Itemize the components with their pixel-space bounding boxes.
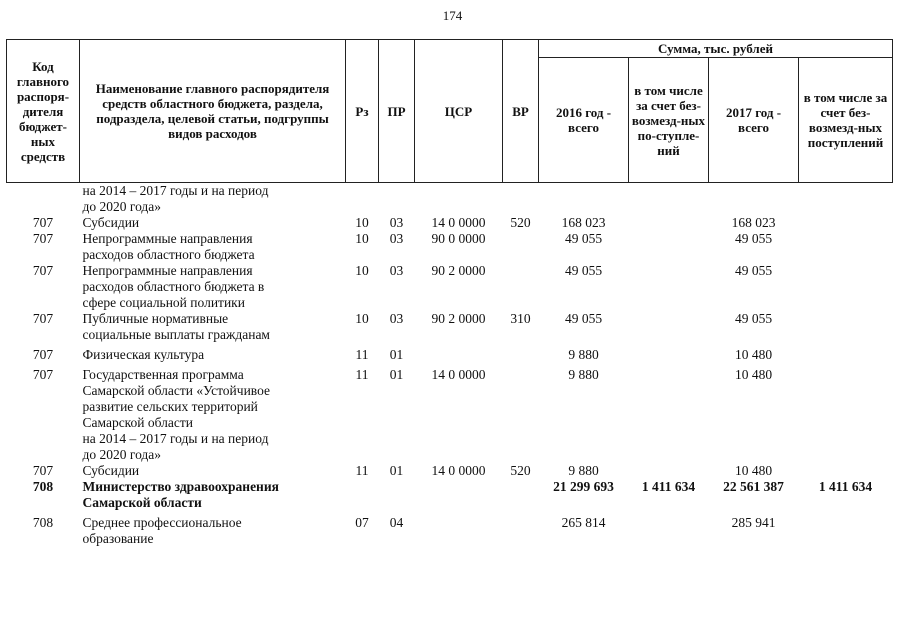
cell-vr xyxy=(503,363,539,463)
cell-code: 707 xyxy=(32,367,54,382)
name-line: Непрограммные направления xyxy=(82,231,253,246)
table-row xyxy=(7,363,893,463)
table-row xyxy=(7,511,893,547)
cell-2016-free xyxy=(629,215,709,231)
cell-name xyxy=(80,231,346,263)
name-line: расходов областного бюджета в xyxy=(82,279,265,294)
header-rz: Рз xyxy=(346,40,379,183)
cell-vr: 520 xyxy=(510,463,531,478)
cell-2017-free xyxy=(799,363,893,463)
cell-2017-total: 10 480 xyxy=(734,347,773,362)
cell-2016-total: 49 055 xyxy=(564,263,603,278)
cell-vr: 310 xyxy=(510,311,531,326)
cell-vr xyxy=(503,263,539,311)
cell-name xyxy=(80,183,346,216)
cell-2016-free xyxy=(629,363,709,463)
cell-code: 707 xyxy=(32,263,54,278)
table-row xyxy=(7,311,893,343)
header-2017-free: в том числе за счет без-возмезд-ных поступлений xyxy=(799,58,893,183)
cell-name xyxy=(80,311,346,343)
cell-2017-free xyxy=(799,511,893,547)
cell-rz: 10 xyxy=(355,263,369,278)
header-pr: ПР xyxy=(379,40,415,183)
cell-2016-total: 21 299 693 xyxy=(553,479,614,494)
table-row xyxy=(7,183,893,216)
cell-vr xyxy=(503,183,539,216)
cell-code: 708 xyxy=(32,479,54,494)
cell-rz: 11 xyxy=(355,463,369,478)
name-line: Среднее профессиональное xyxy=(82,515,242,530)
cell-code: 707 xyxy=(32,215,54,230)
cell-2016-free xyxy=(629,463,709,479)
table-row xyxy=(7,479,893,511)
header-name: Наименование главного распорядителя средств областного бюджета, раздела, подраздела, целевой статьи, подгруппы видов расходов xyxy=(80,40,346,183)
cell-pr: 03 xyxy=(389,231,404,246)
cell-name xyxy=(80,263,346,311)
table-row xyxy=(7,343,893,363)
cell-csr xyxy=(415,479,503,511)
table-row xyxy=(7,215,893,231)
name-line: сфере социальной политики xyxy=(82,295,245,310)
cell-2016-total: 49 055 xyxy=(564,311,603,326)
cell-2016-free xyxy=(629,343,709,363)
cell-rz xyxy=(346,183,379,216)
cell-csr: 90 2 0000 xyxy=(431,263,486,278)
table-header xyxy=(7,40,893,183)
cell-pr: 01 xyxy=(389,367,404,382)
cell-name xyxy=(80,479,346,511)
cell-csr: 90 2 0000 xyxy=(431,311,486,326)
budget-table xyxy=(6,39,893,547)
cell-pr: 03 xyxy=(389,215,404,230)
cell-rz xyxy=(346,479,379,511)
cell-vr: 520 xyxy=(510,215,531,230)
cell-vr xyxy=(503,343,539,363)
header-2017-total: 2017 год - всего xyxy=(709,58,799,183)
name-line: развитие сельских территорий xyxy=(82,399,258,414)
cell-pr: 03 xyxy=(389,263,404,278)
cell-2017-free xyxy=(799,231,893,263)
name-line: Государственная программа xyxy=(82,367,244,382)
cell-code: 707 xyxy=(32,311,54,326)
name-line: до 2020 года» xyxy=(82,199,162,214)
name-line: Непрограммные направления xyxy=(82,263,253,278)
cell-2017-total: 49 055 xyxy=(734,311,773,326)
cell-code: 707 xyxy=(32,463,54,478)
cell-rz: 10 xyxy=(355,231,369,246)
cell-2016-total: 265 814 xyxy=(561,515,606,530)
header-sum: Сумма, тыс. рублей xyxy=(539,40,893,58)
name-line: Министерство здравоохранения xyxy=(82,479,279,494)
cell-2016-total: 9 880 xyxy=(568,463,599,478)
cell-name xyxy=(80,463,346,479)
cell-pr: 01 xyxy=(389,463,404,478)
cell-2017-total: 49 055 xyxy=(734,263,773,278)
cell-2016-free xyxy=(629,263,709,311)
cell-2017-total: 49 055 xyxy=(734,231,773,246)
cell-csr xyxy=(415,343,503,363)
table-row xyxy=(7,263,893,311)
table-row xyxy=(7,231,893,263)
cell-2016-total: 168 023 xyxy=(561,215,606,230)
cell-csr xyxy=(415,183,503,216)
cell-name xyxy=(80,343,346,363)
cell-pr xyxy=(379,479,415,511)
name-line: Физическая культура xyxy=(82,347,205,362)
name-line: социальные выплаты гражданам xyxy=(82,327,270,342)
cell-2017-free: 1 411 634 xyxy=(818,479,873,494)
cell-rz: 11 xyxy=(355,347,369,362)
cell-rz: 10 xyxy=(355,311,369,326)
name-line: Самарской области xyxy=(82,495,202,510)
header-csr: ЦСР xyxy=(415,40,503,183)
cell-rz: 10 xyxy=(355,215,369,230)
cell-vr xyxy=(503,479,539,511)
cell-pr: 04 xyxy=(389,515,404,530)
cell-2017-free xyxy=(799,463,893,479)
cell-2016-free: 1 411 634 xyxy=(641,479,696,494)
cell-2017-total: 22 561 387 xyxy=(723,479,784,494)
cell-2016-total: 9 880 xyxy=(568,347,599,362)
cell-2017-free xyxy=(799,215,893,231)
cell-code: 708 xyxy=(32,515,54,530)
cell-csr: 14 0 0000 xyxy=(431,463,486,478)
cell-2017-free xyxy=(799,311,893,343)
cell-csr: 14 0 0000 xyxy=(431,367,486,382)
cell-2016-total: 49 055 xyxy=(564,231,603,246)
name-line: на 2014 – 2017 годы и на период xyxy=(82,431,269,446)
name-line: Субсидии xyxy=(82,463,140,478)
name-line: Самарской области xyxy=(82,415,194,430)
name-line: образование xyxy=(82,531,154,546)
header-2016-free: в том числе за счет без-возмезд-ных по-ступле-ний xyxy=(629,58,709,183)
name-line: Самарской области «Устойчивое xyxy=(82,383,270,398)
cell-rz: 07 xyxy=(355,515,369,530)
cell-vr xyxy=(503,511,539,547)
cell-2017-total: 285 941 xyxy=(731,515,776,530)
name-line: Публичные нормативные xyxy=(82,311,229,326)
name-line: Субсидии xyxy=(82,215,140,230)
header-vr: ВР xyxy=(503,40,539,183)
table-row xyxy=(7,463,893,479)
cell-2017-free xyxy=(799,263,893,311)
cell-code: 707 xyxy=(32,347,54,362)
page-number: 174 xyxy=(442,8,463,23)
header-code: Код главного распоря-дителя бюджет-ных средств xyxy=(7,40,80,183)
cell-2016-free xyxy=(629,311,709,343)
cell-name xyxy=(80,511,346,547)
cell-2017-total: 10 480 xyxy=(734,367,773,382)
cell-code: 707 xyxy=(32,231,54,246)
cell-name xyxy=(80,215,346,231)
cell-2017-total: 168 023 xyxy=(731,215,776,230)
cell-2016-total: 9 880 xyxy=(568,367,599,382)
cell-2017-free xyxy=(799,183,893,216)
cell-csr: 90 0 0000 xyxy=(431,231,486,246)
cell-name xyxy=(80,363,346,463)
cell-pr: 03 xyxy=(389,311,404,326)
name-line: на 2014 – 2017 годы и на период xyxy=(82,183,269,198)
cell-pr xyxy=(379,183,415,216)
cell-vr xyxy=(503,231,539,263)
cell-2017-total: 10 480 xyxy=(734,463,773,478)
cell-2016-free xyxy=(629,511,709,547)
cell-2016-total xyxy=(539,183,629,216)
cell-pr: 01 xyxy=(389,347,404,362)
cell-rz: 11 xyxy=(355,367,369,382)
cell-csr xyxy=(415,511,503,547)
header-2016-total: 2016 год - всего xyxy=(539,58,629,183)
cell-2016-free xyxy=(629,231,709,263)
cell-code xyxy=(7,183,80,216)
table-body xyxy=(7,183,893,548)
name-line: до 2020 года» xyxy=(82,447,162,462)
cell-2017-total xyxy=(709,183,799,216)
name-line: расходов областного бюджета xyxy=(82,247,255,262)
cell-2016-free xyxy=(629,183,709,216)
cell-2017-free xyxy=(799,343,893,363)
cell-csr: 14 0 0000 xyxy=(431,215,486,230)
